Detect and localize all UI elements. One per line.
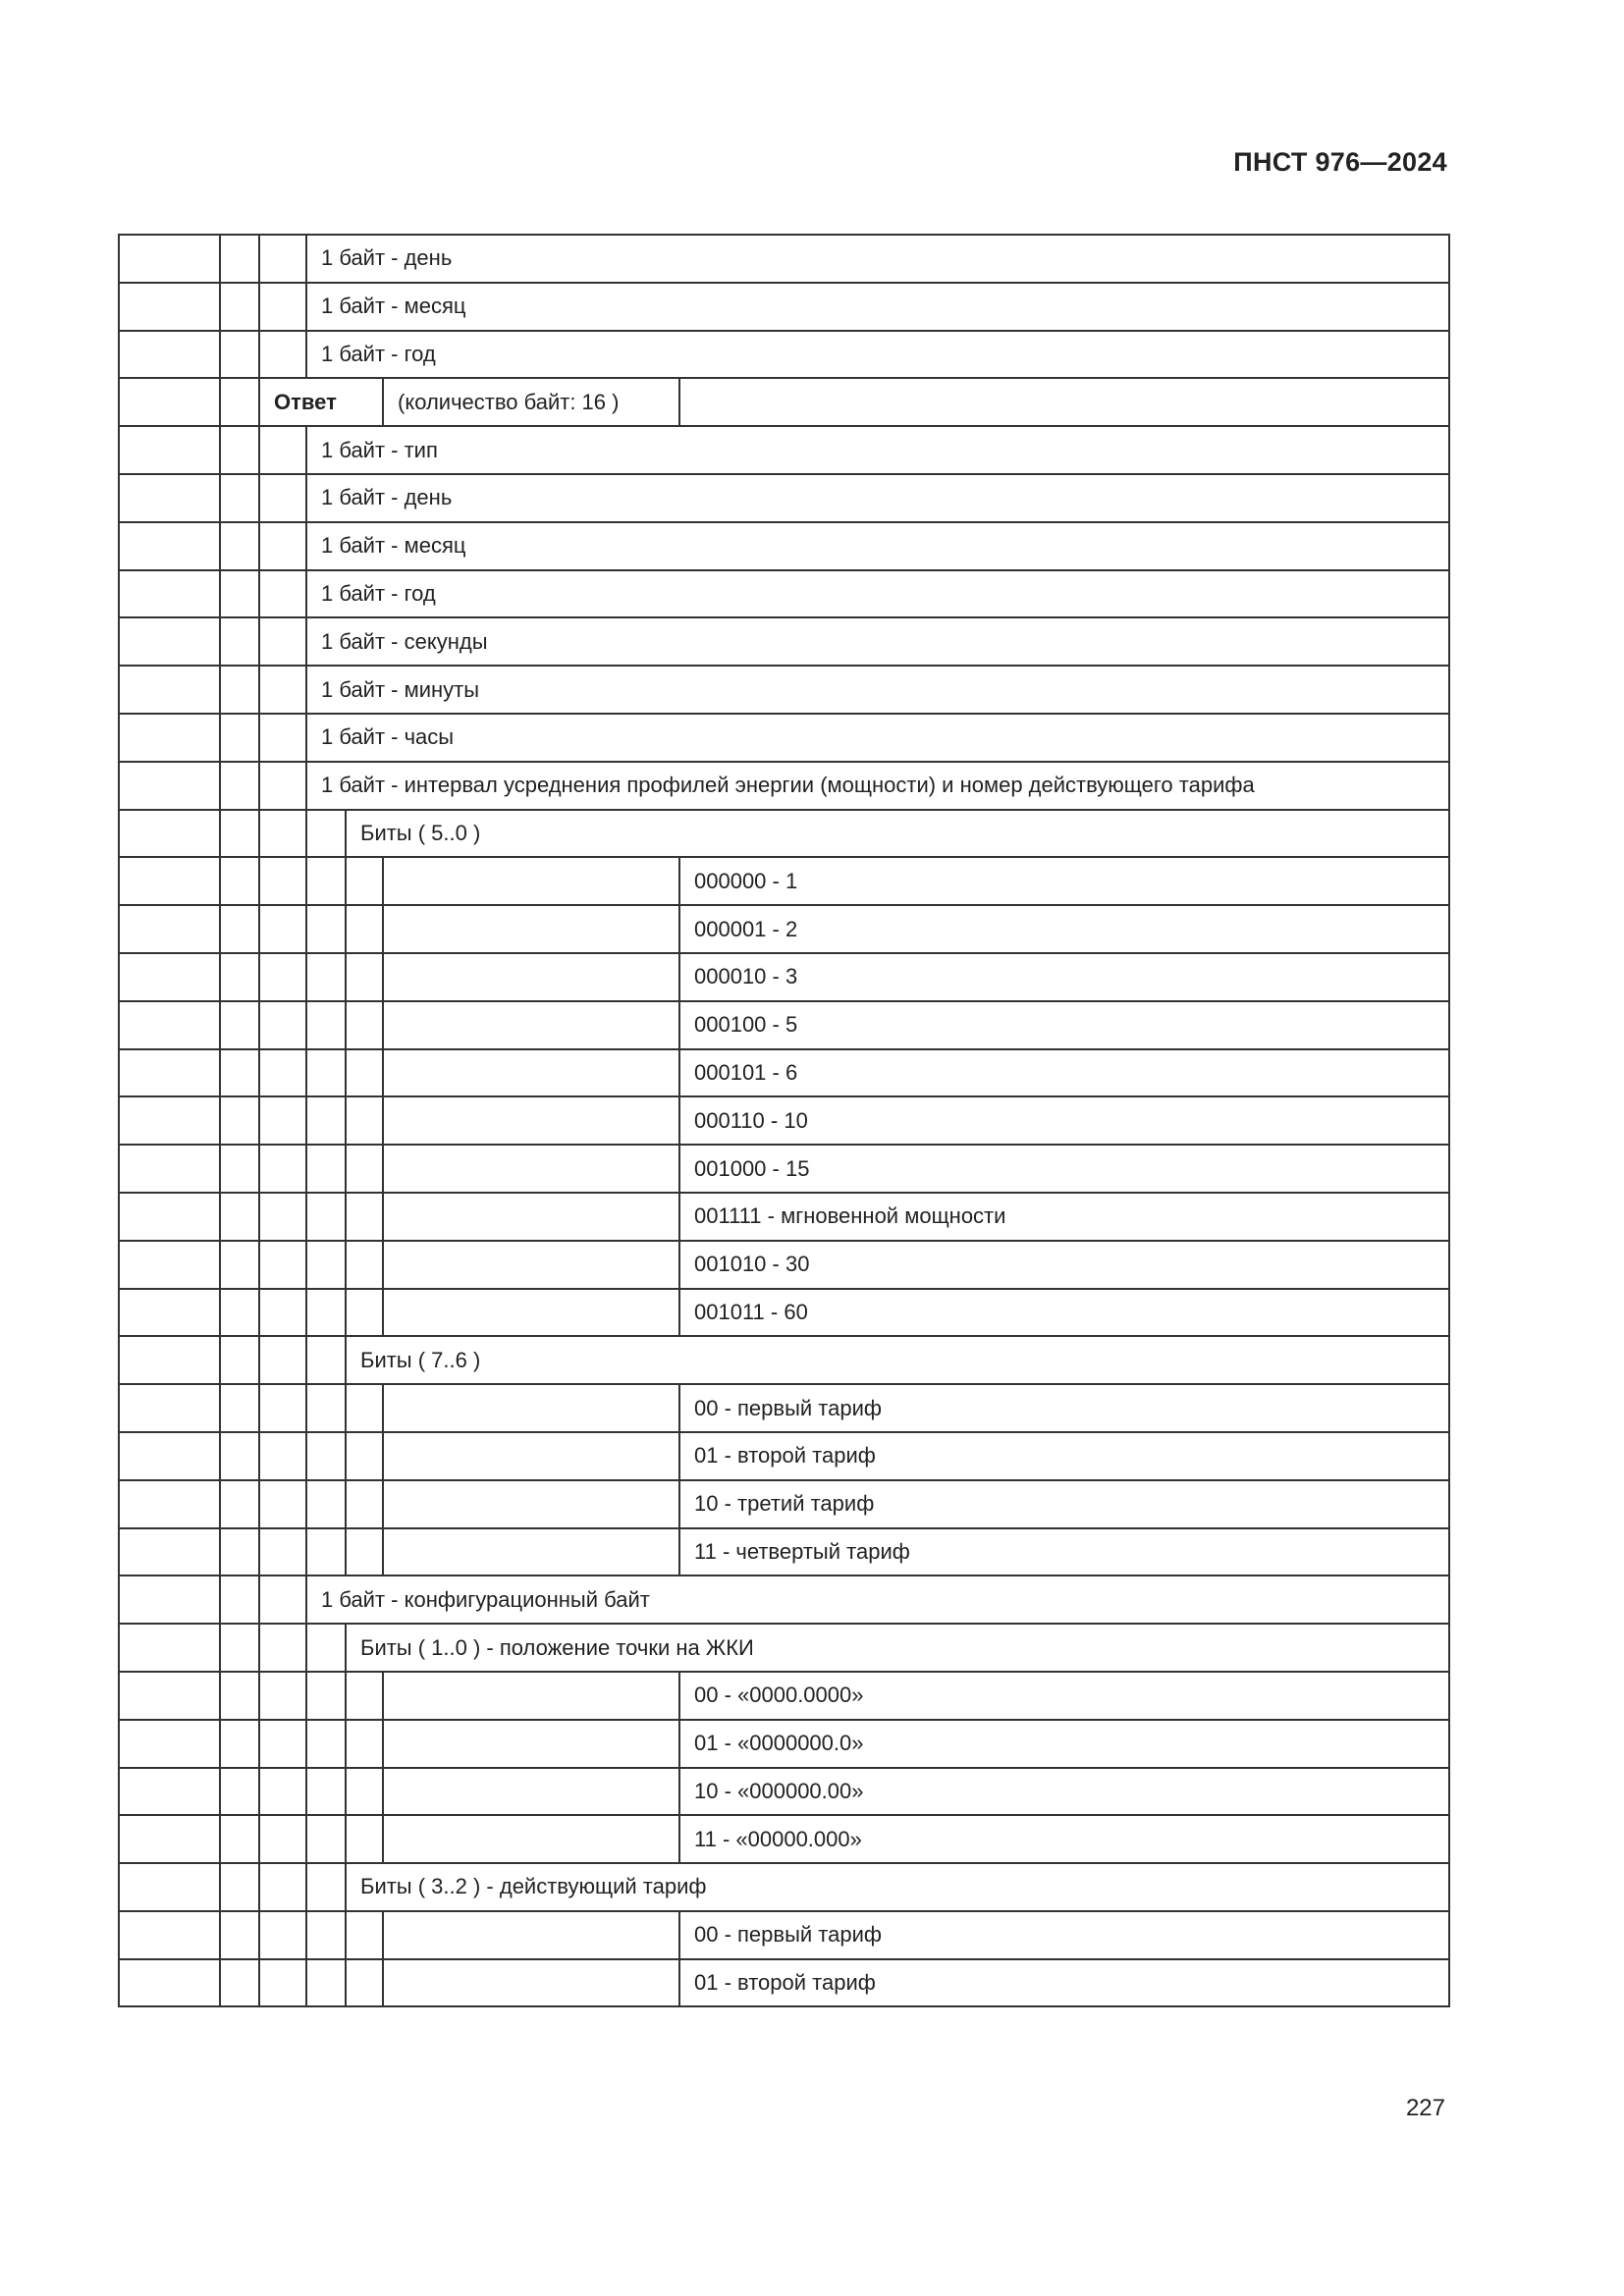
empty-cell <box>220 1575 259 1624</box>
empty-cell <box>306 1289 346 1337</box>
empty-cell <box>306 1193 346 1241</box>
empty-cell <box>383 1096 679 1145</box>
empty-cell <box>259 1815 306 1863</box>
empty-cell <box>346 1720 383 1768</box>
empty-cell <box>259 426 306 474</box>
byte-description: 1 байт - год <box>306 570 1449 618</box>
bit-value: 10 - «000000.00» <box>679 1768 1449 1816</box>
empty-cell <box>119 953 220 1001</box>
byte-description: 1 байт - тип <box>306 426 1449 474</box>
empty-cell <box>119 522 220 570</box>
table-row <box>119 1768 1449 1816</box>
empty-cell <box>220 522 259 570</box>
empty-cell <box>220 1480 259 1528</box>
empty-cell <box>259 1959 306 2007</box>
table-row <box>119 953 1449 1001</box>
empty-cell <box>119 905 220 953</box>
empty-cell <box>119 857 220 905</box>
empty-cell <box>346 1145 383 1193</box>
empty-cell <box>383 1815 679 1863</box>
bit-value: 01 - «0000000.0» <box>679 1720 1449 1768</box>
empty-cell <box>383 1528 679 1576</box>
bits-description: Биты ( 7..6 ) <box>346 1336 1449 1384</box>
answer-byte-count: (количество байт: 16 ) <box>383 378 679 426</box>
empty-cell <box>259 1193 306 1241</box>
empty-cell <box>306 1624 346 1672</box>
byte-description: 1 байт - год <box>306 331 1449 379</box>
empty-cell <box>259 474 306 522</box>
empty-cell <box>259 1720 306 1768</box>
empty-cell <box>383 1672 679 1720</box>
bit-value: 000001 - 2 <box>679 905 1449 953</box>
empty-cell <box>306 1096 346 1145</box>
empty-cell <box>259 235 306 283</box>
empty-cell <box>220 1911 259 1959</box>
empty-cell <box>119 283 220 331</box>
empty-cell <box>306 1672 346 1720</box>
empty-cell <box>346 1672 383 1720</box>
empty-cell <box>119 1336 220 1384</box>
bit-value: 001010 - 30 <box>679 1241 1449 1289</box>
empty-cell <box>259 1480 306 1528</box>
byte-description: 1 байт - часы <box>306 714 1449 762</box>
empty-cell <box>346 1959 383 2007</box>
empty-cell <box>220 331 259 379</box>
empty-cell <box>383 1384 679 1432</box>
bits-description: Биты ( 1..0 ) - положение точки на ЖКИ <box>346 1624 1449 1672</box>
empty-cell <box>119 1624 220 1672</box>
empty-cell <box>346 905 383 953</box>
empty-cell <box>259 666 306 714</box>
empty-cell <box>259 522 306 570</box>
empty-cell <box>220 1001 259 1049</box>
empty-cell <box>119 1480 220 1528</box>
byte-description: 1 байт - интервал усреднения профилей энергии (мощности) и номер действующего тарифа <box>306 762 1449 810</box>
table-row <box>119 857 1449 905</box>
empty-cell <box>383 1480 679 1528</box>
table-row <box>119 1672 1449 1720</box>
bit-value: 001011 - 60 <box>679 1289 1449 1337</box>
empty-cell <box>119 1575 220 1624</box>
empty-cell <box>220 235 259 283</box>
empty-cell <box>220 1672 259 1720</box>
empty-cell <box>220 1768 259 1816</box>
empty-cell <box>119 1672 220 1720</box>
empty-cell <box>220 1720 259 1768</box>
byte-description: 1 байт - месяц <box>306 283 1449 331</box>
table-row <box>119 1049 1449 1097</box>
empty-cell <box>346 1480 383 1528</box>
empty-cell <box>679 378 1449 426</box>
answer-label: Ответ <box>259 378 383 426</box>
empty-cell <box>306 1528 346 1576</box>
bit-value: 00 - первый тариф <box>679 1384 1449 1432</box>
bits-description: Биты ( 5..0 ) <box>346 810 1449 858</box>
empty-cell <box>306 1145 346 1193</box>
bit-value: 000000 - 1 <box>679 857 1449 905</box>
table-row <box>119 522 1449 570</box>
empty-cell <box>346 1193 383 1241</box>
empty-cell <box>259 762 306 810</box>
empty-cell <box>119 1959 220 2007</box>
empty-cell <box>383 1959 679 2007</box>
table-row <box>119 1575 1449 1624</box>
empty-cell <box>383 857 679 905</box>
table-row <box>119 1384 1449 1432</box>
table-row <box>119 331 1449 379</box>
empty-cell <box>259 714 306 762</box>
empty-cell <box>306 1720 346 1768</box>
empty-cell <box>383 1145 679 1193</box>
empty-cell <box>220 1863 259 1911</box>
empty-cell <box>220 474 259 522</box>
bit-value: 000100 - 5 <box>679 1001 1449 1049</box>
empty-cell <box>259 1001 306 1049</box>
empty-cell <box>259 1624 306 1672</box>
empty-cell <box>306 1959 346 2007</box>
empty-cell <box>259 1575 306 1624</box>
empty-cell <box>259 283 306 331</box>
empty-cell <box>119 1145 220 1193</box>
empty-cell <box>259 617 306 666</box>
empty-cell <box>346 1384 383 1432</box>
empty-cell <box>119 1768 220 1816</box>
empty-cell <box>119 1863 220 1911</box>
empty-cell <box>119 474 220 522</box>
bits-header-row <box>119 810 1449 858</box>
empty-cell <box>220 1384 259 1432</box>
empty-cell <box>346 1911 383 1959</box>
empty-cell <box>220 1145 259 1193</box>
empty-cell <box>119 666 220 714</box>
bits-header-row <box>119 1336 1449 1384</box>
table-row <box>119 570 1449 618</box>
table-row <box>119 283 1449 331</box>
empty-cell <box>220 666 259 714</box>
byte-description: 1 байт - месяц <box>306 522 1449 570</box>
table-row <box>119 714 1449 762</box>
empty-cell <box>119 570 220 618</box>
table-row <box>119 235 1449 283</box>
empty-cell <box>259 1096 306 1145</box>
empty-cell <box>383 1432 679 1480</box>
empty-cell <box>346 1432 383 1480</box>
empty-cell <box>259 953 306 1001</box>
byte-description: 1 байт - день <box>306 474 1449 522</box>
empty-cell <box>346 1001 383 1049</box>
empty-cell <box>119 617 220 666</box>
empty-cell <box>306 1815 346 1863</box>
table-row <box>119 1289 1449 1337</box>
empty-cell <box>220 617 259 666</box>
bit-value: 000010 - 3 <box>679 953 1449 1001</box>
empty-cell <box>119 1432 220 1480</box>
empty-cell <box>119 714 220 762</box>
table-row <box>119 1480 1449 1528</box>
empty-cell <box>259 1145 306 1193</box>
byte-description: 1 байт - день <box>306 235 1449 283</box>
empty-cell <box>383 1289 679 1337</box>
empty-cell <box>220 857 259 905</box>
empty-cell <box>119 810 220 858</box>
empty-cell <box>220 1528 259 1576</box>
table-row <box>119 1528 1449 1576</box>
bit-value: 00 - первый тариф <box>679 1911 1449 1959</box>
empty-cell <box>383 1049 679 1097</box>
table-row <box>119 617 1449 666</box>
empty-cell <box>259 1911 306 1959</box>
empty-cell <box>119 426 220 474</box>
empty-cell <box>220 905 259 953</box>
table-row <box>119 1815 1449 1863</box>
empty-cell <box>220 1096 259 1145</box>
bit-value: 000110 - 10 <box>679 1096 1449 1145</box>
empty-cell <box>383 1001 679 1049</box>
byte-description: 1 байт - минуты <box>306 666 1449 714</box>
empty-cell <box>220 378 259 426</box>
empty-cell <box>119 1720 220 1768</box>
empty-cell <box>119 235 220 283</box>
bit-value: 10 - третий тариф <box>679 1480 1449 1528</box>
empty-cell <box>259 1336 306 1384</box>
empty-cell <box>259 1672 306 1720</box>
bit-value: 001111 - мгновенной мощности <box>679 1193 1449 1241</box>
empty-cell <box>346 1528 383 1576</box>
empty-cell <box>119 1528 220 1576</box>
empty-cell <box>306 1863 346 1911</box>
protocol-spec-table <box>118 234 1450 2007</box>
document-id: ПНСТ 976—2024 <box>1233 147 1447 177</box>
empty-cell <box>306 953 346 1001</box>
bit-value: 00 - «0000.0000» <box>679 1672 1449 1720</box>
answer-header-row <box>119 378 1449 426</box>
bits-description: Биты ( 3..2 ) - действующий тариф <box>346 1863 1449 1911</box>
empty-cell <box>259 1289 306 1337</box>
empty-cell <box>383 1911 679 1959</box>
empty-cell <box>119 1289 220 1337</box>
empty-cell <box>119 1815 220 1863</box>
empty-cell <box>259 905 306 953</box>
empty-cell <box>346 857 383 905</box>
table-row <box>119 905 1449 953</box>
empty-cell <box>346 1049 383 1097</box>
empty-cell <box>259 570 306 618</box>
empty-cell <box>259 857 306 905</box>
bit-value: 01 - второй тариф <box>679 1959 1449 2007</box>
empty-cell <box>220 1241 259 1289</box>
empty-cell <box>220 762 259 810</box>
table-row <box>119 474 1449 522</box>
empty-cell <box>220 1336 259 1384</box>
empty-cell <box>220 1193 259 1241</box>
empty-cell <box>119 331 220 379</box>
table-row <box>119 1241 1449 1289</box>
bit-value: 11 - «00000.000» <box>679 1815 1449 1863</box>
empty-cell <box>220 714 259 762</box>
empty-cell <box>306 1432 346 1480</box>
empty-cell <box>119 1911 220 1959</box>
empty-cell <box>306 1049 346 1097</box>
empty-cell <box>346 1241 383 1289</box>
empty-cell <box>119 1384 220 1432</box>
table-row <box>119 1001 1449 1049</box>
empty-cell <box>306 857 346 905</box>
byte-description: 1 байт - конфигурационный байт <box>306 1575 1449 1624</box>
empty-cell <box>306 1480 346 1528</box>
empty-cell <box>220 1815 259 1863</box>
bit-value: 001000 - 15 <box>679 1145 1449 1193</box>
table-row <box>119 1145 1449 1193</box>
empty-cell <box>259 1528 306 1576</box>
table-row <box>119 1959 1449 2007</box>
empty-cell <box>259 1241 306 1289</box>
empty-cell <box>220 1432 259 1480</box>
empty-cell <box>259 1432 306 1480</box>
empty-cell <box>306 1001 346 1049</box>
empty-cell <box>346 1768 383 1816</box>
empty-cell <box>383 953 679 1001</box>
empty-cell <box>383 1768 679 1816</box>
empty-cell <box>259 1049 306 1097</box>
empty-cell <box>220 810 259 858</box>
empty-cell <box>220 1289 259 1337</box>
empty-cell <box>259 810 306 858</box>
empty-cell <box>119 1193 220 1241</box>
empty-cell <box>383 905 679 953</box>
empty-cell <box>119 1096 220 1145</box>
empty-cell <box>383 1241 679 1289</box>
empty-cell <box>306 1911 346 1959</box>
empty-cell <box>306 810 346 858</box>
byte-description: 1 байт - секунды <box>306 617 1449 666</box>
empty-cell <box>220 570 259 618</box>
empty-cell <box>220 1624 259 1672</box>
empty-cell <box>259 1768 306 1816</box>
table-row <box>119 1193 1449 1241</box>
empty-cell <box>346 1289 383 1337</box>
empty-cell <box>119 1241 220 1289</box>
table-row <box>119 426 1449 474</box>
empty-cell <box>220 1959 259 2007</box>
empty-cell <box>306 1384 346 1432</box>
empty-cell <box>119 1049 220 1097</box>
empty-cell <box>119 762 220 810</box>
empty-cell <box>259 331 306 379</box>
bits-header-row <box>119 1624 1449 1672</box>
bit-value: 000101 - 6 <box>679 1049 1449 1097</box>
table-row <box>119 1720 1449 1768</box>
empty-cell <box>306 905 346 953</box>
empty-cell <box>346 953 383 1001</box>
empty-cell <box>259 1863 306 1911</box>
table-row <box>119 1911 1449 1959</box>
bit-value: 01 - второй тариф <box>679 1432 1449 1480</box>
bits-header-row <box>119 1863 1449 1911</box>
table-row <box>119 666 1449 714</box>
empty-cell <box>259 1384 306 1432</box>
empty-cell <box>383 1720 679 1768</box>
empty-cell <box>220 953 259 1001</box>
empty-cell <box>383 1193 679 1241</box>
page-number: 227 <box>1405 2095 1445 2121</box>
empty-cell <box>119 1001 220 1049</box>
empty-cell <box>346 1096 383 1145</box>
empty-cell <box>346 1815 383 1863</box>
empty-cell <box>306 1768 346 1816</box>
table-row <box>119 1096 1449 1145</box>
empty-cell <box>220 1049 259 1097</box>
empty-cell <box>306 1336 346 1384</box>
table-row <box>119 1432 1449 1480</box>
empty-cell <box>220 283 259 331</box>
empty-cell <box>306 1241 346 1289</box>
empty-cell <box>119 378 220 426</box>
table-row <box>119 762 1449 810</box>
bit-value: 11 - четвертый тариф <box>679 1528 1449 1576</box>
empty-cell <box>220 426 259 474</box>
